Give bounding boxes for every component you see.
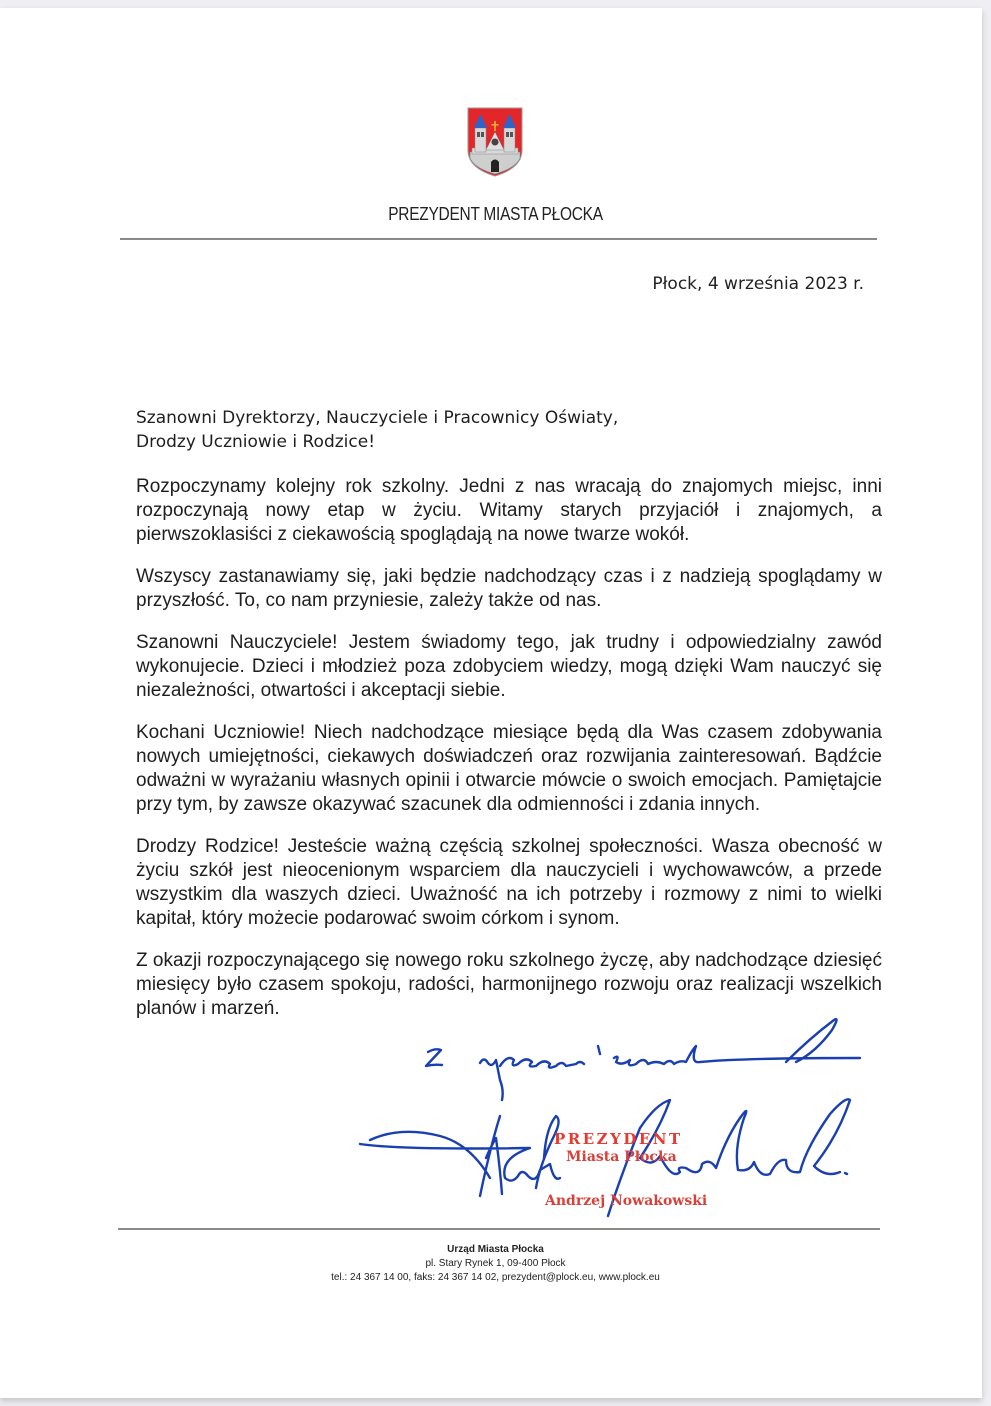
letterhead-title: PREZYDENT MIASTA PŁOCKA (388, 204, 603, 224)
stamp-title: PREZYDENT (554, 1130, 683, 1148)
paragraph: Drodzy Rodzice! Jesteście ważną częścią szkolnej społeczności. Wasza obecność w życiu szkół jest nieocenionym wsparciem dla nauczycieli i wychowawców, a przede wszystkim dla waszych dzieci. Uważność na ich potrzeby i rozmowy z nimi to wielki kapitał, który możecie podarować swoim córkom i synom. (136, 836, 882, 929)
signature-block (340, 1008, 880, 1223)
paragraph: Z okazji rozpoczynającego się nowego roku szkolnego życzę, aby nadchodzące dziesięć miesięcy było czasem spokoju, radości, harmonijnego rozwoju oraz realizacji wszelkich planów i marzeń. (136, 950, 882, 1019)
salutation-line: Drodzy Uczniowie i Rodzice! (136, 432, 376, 452)
footer-address: pl. Stary Rynek 1, 09-400 Płock (425, 1258, 566, 1269)
stamp-name: Andrzej Nowakowski (545, 1193, 708, 1209)
footer-contact: tel.: 24 367 14 00, faks: 24 367 14 02, prezydent@plock.eu, www.plock.eu (331, 1272, 660, 1283)
footer-divider (118, 1228, 880, 1230)
letter-body (136, 406, 882, 1039)
paragraph: Rozpoczynamy kolejny rok szkolny. Jedni z nas wracają do znajomych miejsc, inni rozpoczynają nowy etap w życiu. Witamy starych przyjaciół i znajomych, a pierwszoklasiści z ciekawością spoglądają na nowe twarze wokół. (136, 476, 882, 545)
letter-date: Płock, 4 września 2023 r. (652, 274, 864, 294)
paragraph: Szanowni Nauczyciele! Jestem świadomy tego, jak trudny i odpowiedzialny zawód wykonujecie. Dzieci i młodzież poza zdobyciem wiedzy, mogą dzięki Wam nauczyć się niezależności, otwartości i akceptacji siebie. (136, 632, 882, 701)
handwritten-closing-icon (340, 1008, 880, 1223)
paragraph: Kochani Uczniowie! Niech nadchodzące miesiące będą dla Was czasem zdobywania nowych umiejętności, ciekawych doświadczeń oraz rozwijania zainteresowań. Bądźcie odważni w wyrażaniu własnych opinii i otwarcie mówcie o swoich emocjach. Pamiętajcie przy tym, by zawsze okazywać szacunek dla odmienności i zdania innych. (136, 722, 882, 815)
stamp-city: Miasta Płocka (566, 1149, 677, 1165)
paragraph: Wszyscy zastanawiamy się, jaki będzie nadchodzący czas i z nadzieją spoglądamy w przyszłość. To, co nam przyniesie, zależy także od nas. (136, 566, 882, 611)
plock-coat-of-arms-icon (466, 106, 524, 178)
letter-page (0, 8, 982, 1398)
footer-organization: Urząd Miasta Płocka (447, 1244, 544, 1255)
salutation-line: Szanowni Dyrektorzy, Nauczyciele i Pracownicy Oświaty, (136, 408, 619, 428)
header-divider (120, 238, 877, 240)
salutation (136, 406, 882, 454)
